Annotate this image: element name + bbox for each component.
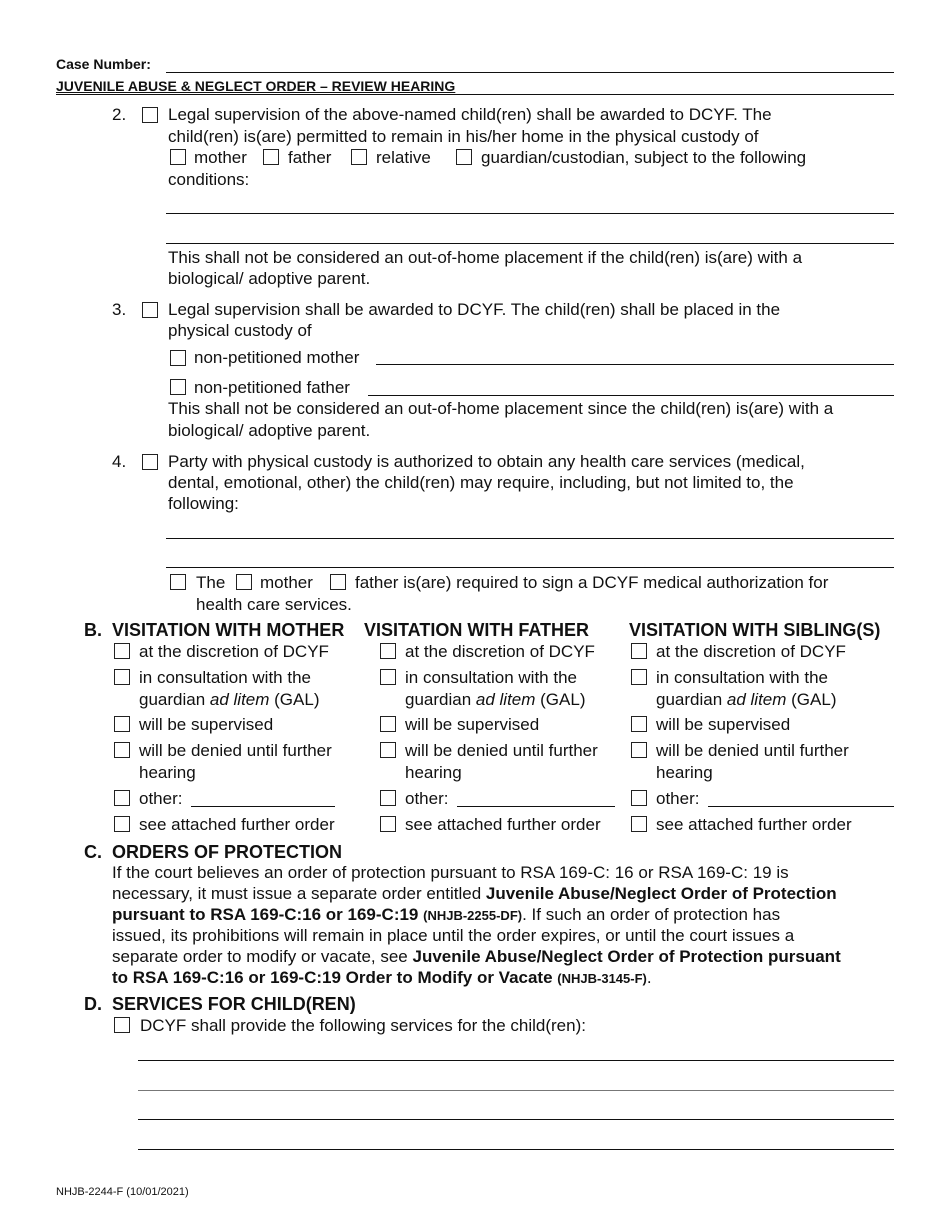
item3-father-label: non-petitioned father [194,378,350,397]
section-d-title: SERVICES FOR CHILD(REN) [112,994,356,1014]
item2-checkbox[interactable] [142,107,158,123]
mother-supervised-checkbox[interactable] [114,716,130,732]
item4-father-text2: health care services. [196,595,352,614]
section-d-checkbox[interactable] [114,1017,130,1033]
item4-checkbox[interactable] [142,454,158,470]
item2-relative-checkbox[interactable] [351,149,367,165]
mother-denied-checkbox[interactable] [114,742,130,758]
visitation-siblings-title: VISITATION WITH SIBLING(S) [629,620,881,640]
section-c-line6: to RSA 169-C:16 or 169-C:19 Order to Modify or Vacate (NHJB-3145-F). [112,968,652,987]
case-number-field[interactable] [166,72,894,73]
item4-number: 4. [112,452,127,471]
father-other-label: other: [405,789,449,808]
siblings-consult-label1: in consultation with the [656,668,828,687]
mother-consult-label1: in consultation with the [139,668,311,687]
siblings-other-label: other: [656,789,700,808]
item2-conditions-line2[interactable] [166,243,894,244]
item2-mother-checkbox[interactable] [170,149,186,165]
services-line4[interactable] [138,1149,894,1150]
section-c-line1: If the court believes an order of protection pursuant to RSA 169-C: 16 or RSA 169-C: 19 is [112,863,789,882]
father-attached-checkbox[interactable] [380,816,396,832]
item4-father-text: father is(are) required to sign a DCYF medical authorization for [355,573,829,592]
father-consult-label1: in consultation with the [405,668,577,687]
visitation-father-title: VISITATION WITH FATHER [364,620,589,640]
item4-the-label: The [196,573,226,592]
item3-line1: Legal supervision shall be awarded to DCYF. The child(ren) shall be placed in the [168,300,781,319]
siblings-denied-checkbox[interactable] [631,742,647,758]
father-denied-checkbox[interactable] [380,742,396,758]
father-consult-checkbox[interactable] [380,669,396,685]
siblings-discretion-label: at the discretion of DCYF [656,642,846,661]
item3-father-checkbox[interactable] [170,379,186,395]
item3-note2: biological/ adoptive parent. [168,421,371,440]
form-title: JUVENILE ABUSE & NEGLECT ORDER – REVIEW HEARING [56,78,456,94]
services-line3[interactable] [138,1119,894,1120]
father-other-checkbox[interactable] [380,790,396,806]
section-c-line4: issued, its prohibitions will remain in place until the order expires, or until the court issues a [112,926,795,945]
item2-guardian-label: guardian/custodian, subject to the following [481,148,807,167]
item3-mother-line[interactable] [376,364,894,365]
father-discretion-label: at the discretion of DCYF [405,642,595,661]
item4-line1: Party with physical custody is authorized to obtain any health care services (medical, [168,452,805,471]
mother-discretion-label: at the discretion of DCYF [139,642,329,661]
item2-mother-label: mother [194,148,247,167]
item4-services-line2[interactable] [166,567,894,568]
item2-line2: child(ren) is(are) permitted to remain in his/her home in the physical custody of [168,127,759,146]
item2-line1: Legal supervision of the above-named child(ren) shall be awarded to DCYF. The [168,105,772,124]
item4-father-checkbox[interactable] [330,574,346,590]
father-supervised-label: will be supervised [405,715,540,734]
services-line1[interactable] [138,1060,894,1061]
item3-father-line[interactable] [368,395,894,396]
item4-line3: following: [168,494,239,513]
case-number-label: Case Number: [56,56,151,72]
siblings-attached-label: see attached further order [656,815,852,834]
item2-guardian-checkbox[interactable] [456,149,472,165]
item2-relative-label: relative [376,148,431,167]
section-c-line3: pursuant to RSA 169-C:16 or 169-C:19 (NHJB-2255-DF). If such an order of protection has [112,905,781,924]
item4-line2: dental, emotional, other) the child(ren) may require, including, but not limited to, the [168,473,794,492]
siblings-supervised-checkbox[interactable] [631,716,647,732]
item4-services-line1[interactable] [166,538,894,539]
mother-denied-label2: hearing [139,763,196,782]
mother-attached-label: see attached further order [139,815,335,834]
section-c-letter: C. [84,842,102,862]
siblings-denied-label2: hearing [656,763,713,782]
section-c-line2: necessary, it must issue a separate order entitled Juvenile Abuse/Neglect Order of Protection [112,884,837,903]
siblings-other-line[interactable] [708,806,894,807]
item2-father-label: father [288,148,332,167]
mother-other-label: other: [139,789,183,808]
form-id: NHJB-2244-F (10/01/2021) [56,1186,189,1198]
services-line2[interactable] [138,1090,894,1091]
mother-consult-label2: guardian ad litem (GAL) [139,690,320,709]
mother-consult-checkbox[interactable] [114,669,130,685]
section-c-title: ORDERS OF PROTECTION [112,842,343,862]
item4-mother-checkbox[interactable] [236,574,252,590]
father-denied-label2: hearing [405,763,462,782]
visitation-mother-title: VISITATION WITH MOTHER [112,620,345,640]
item3-mother-checkbox[interactable] [170,350,186,366]
siblings-consult-checkbox[interactable] [631,669,647,685]
mother-other-line[interactable] [191,806,335,807]
section-c-line5: separate order to modify or vacate, see Juvenile Abuse/Neglect Order of Protection pursuant [112,947,841,966]
item3-checkbox[interactable] [142,302,158,318]
section-d-label: DCYF shall provide the following services for the child(ren): [140,1016,586,1035]
item3-line2: physical custody of [168,321,312,340]
mother-attached-checkbox[interactable] [114,816,130,832]
header-divider [56,94,894,95]
item3-note1: This shall not be considered an out-of-home placement since the child(ren) is(are) with a [168,399,834,418]
item2-line4: conditions: [168,170,250,189]
mother-denied-label1: will be denied until further [139,741,332,760]
siblings-attached-checkbox[interactable] [631,816,647,832]
item2-note1: This shall not be considered an out-of-home placement if the child(ren) is(are) with a [168,248,803,267]
item2-father-checkbox[interactable] [263,149,279,165]
siblings-consult-label2: guardian ad litem (GAL) [656,690,837,709]
father-denied-label1: will be denied until further [405,741,598,760]
item2-conditions-line1[interactable] [166,213,894,214]
item3-number: 3. [112,300,127,319]
father-attached-label: see attached further order [405,815,601,834]
section-b-letter: B. [84,620,102,640]
father-other-line[interactable] [457,806,615,807]
father-consult-label2: guardian ad litem (GAL) [405,690,586,709]
siblings-supervised-label: will be supervised [656,715,791,734]
mother-supervised-label: will be supervised [139,715,274,734]
item4-mother-label: mother [260,573,313,592]
siblings-discretion-checkbox[interactable] [631,643,647,659]
item2-note2: biological/ adoptive parent. [168,269,371,288]
siblings-denied-label1: will be denied until further [656,741,849,760]
mother-discretion-checkbox[interactable] [114,643,130,659]
item4-the-checkbox[interactable] [170,574,186,590]
father-supervised-checkbox[interactable] [380,716,396,732]
father-discretion-checkbox[interactable] [380,643,396,659]
item2-number: 2. [112,105,127,124]
section-d-letter: D. [84,994,102,1014]
siblings-other-checkbox[interactable] [631,790,647,806]
mother-other-checkbox[interactable] [114,790,130,806]
item3-mother-label: non-petitioned mother [194,348,360,367]
